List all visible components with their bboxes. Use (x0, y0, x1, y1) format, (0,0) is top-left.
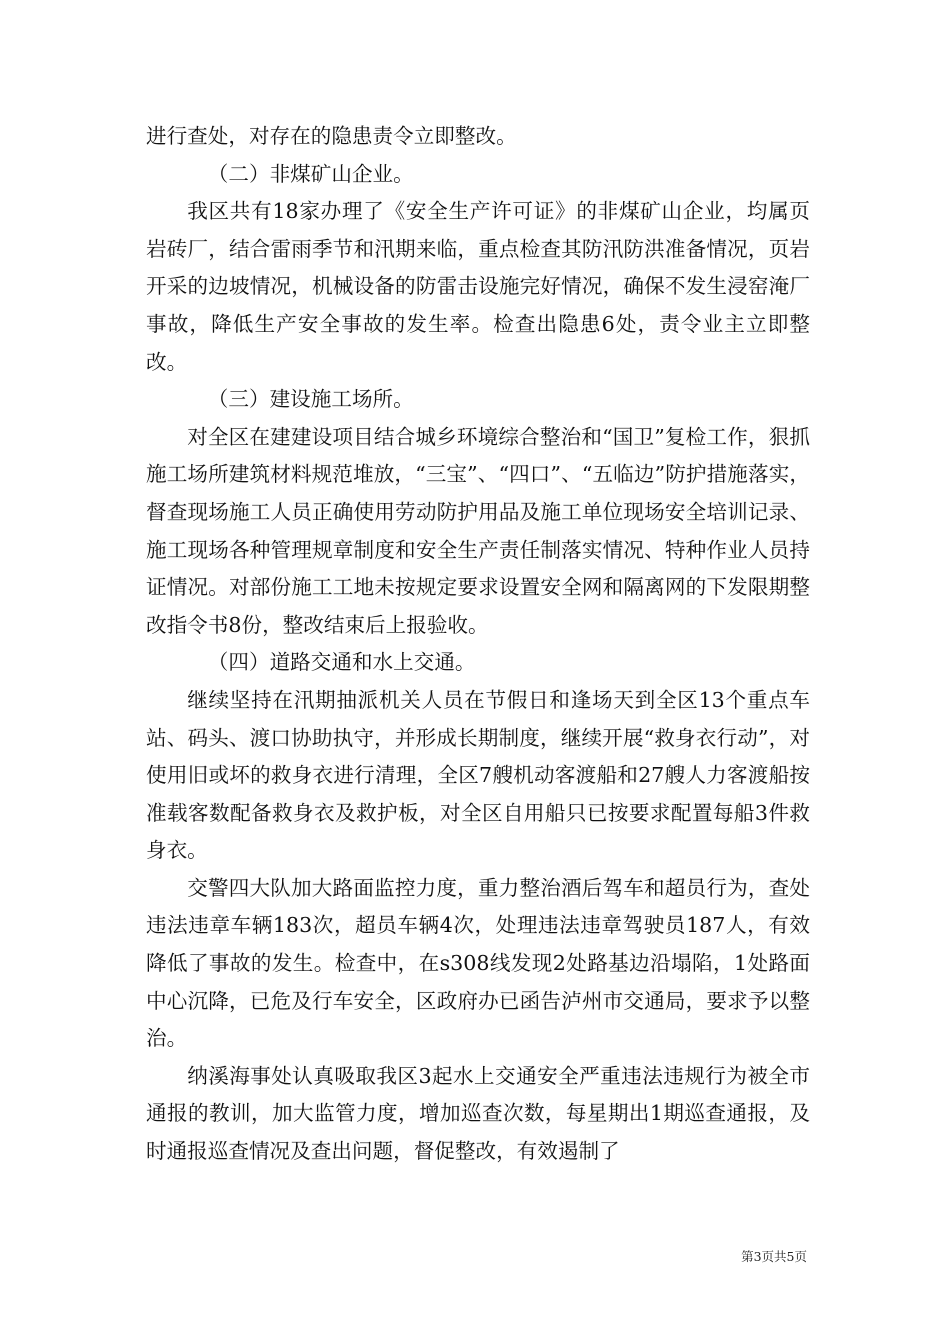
paragraph-construction-sites: 对全区在建建设项目结合城乡环境综合整治和“国卫”复检工作，狠抓施工场所建筑材料规范堆放，“三宝”、“四口”、“五临边”防护措施落实，督查现场施工人员正确使用劳动防护用品及施工单位现场安全培训记录、施工现场各种管理规章制度和安全生产责任制落实情况、特种作业人员持证情况。对部份施工工地未按规定要求设置安全网和隔离网的下发限期整改指令书8份，整改结束后上报验收。 (146, 424, 810, 637)
continuation-paragraph: 进行查处，对存在的隐患责令立即整改。 (146, 124, 517, 148)
paragraph-non-coal-mines: 我区共有18家办理了《安全生产许可证》的非煤矿山企业，均属页岩砖厂，结合雷雨季节和汛期来临，重点检查其防汛防洪准备情况，页岩开采的边坡情况，机械设备的防雷击设施完好情况，确保不发生浸窑淹厂事故，降低生产安全事故的发生率。检查出隐患6处，责令业主立即整改。 (146, 199, 810, 374)
document-body (146, 118, 810, 1171)
section-heading-construction-sites: （三）建设施工场所。 (207, 387, 414, 412)
paragraph-maritime: 纳溪海事处认真吸取我区3起水上交通安全严重违法违规行为被全市通报的教训，加大监管力度，增加巡查次数，每星期出1期巡查通报，及时通报巡查情况及查出问题，督促整改，有效遏制了 (146, 1063, 810, 1164)
section-heading-non-coal-mines: （二）非煤矿山企业。 (207, 161, 414, 186)
page-number-footer: 第3页共5页 (741, 1249, 807, 1264)
paragraph-road-traffic: 交警四大队加大路面监控力度，重力整治酒后驾车和超员行为，查处违法违章车辆183次，超员车辆4次，处理违法违章驾驶员187人，有效降低了事故的发生。检查中，在s308线发现2处路基边沿塌陷，1处路面中心沉降，已危及行车安全，区政府办已函告泸州市交通局，要求予以整治。 (146, 875, 810, 1051)
paragraph-water-traffic: 继续坚持在汛期抽派机关人员在节假日和逢场天到全区13个重点车站、码头、渡口协助执守，并形成长期制度，继续开展“救身衣行动”，对使用旧或坏的救身衣进行清理，全区7艘机动客渡船和27艘人力客渡船按准载客数配备救身衣及救护板，对全区自用船只已按要求配置每船3件救身衣。 (146, 687, 810, 863)
section-heading-traffic: （四）道路交通和水上交通。 (207, 650, 476, 675)
